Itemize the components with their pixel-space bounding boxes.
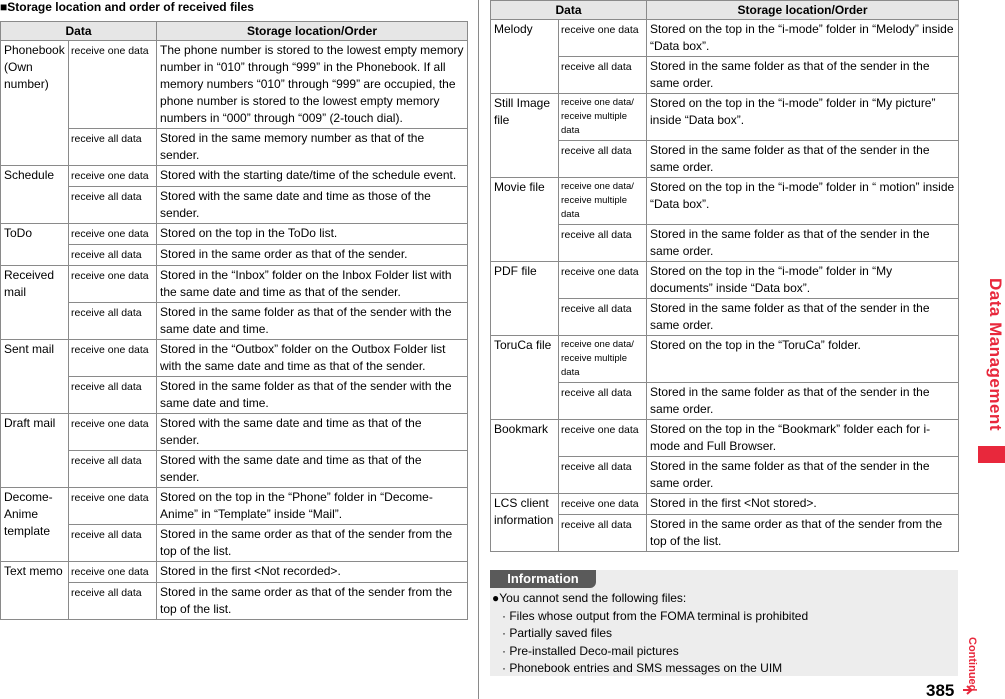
storage-location-cell: Stored with the same date and time as that of the sender.: [157, 414, 468, 451]
storage-location-cell: Stored with the same date and time as that of the sender.: [157, 451, 468, 488]
data-type-cell: Text memo: [1, 562, 69, 620]
continued-label: Continued: [966, 637, 978, 692]
table-row: [491, 336, 959, 383]
storage-location-cell: Stored on the top in the “Bookmark” folder each for i-mode and Full Browser.: [647, 420, 959, 457]
information-body: [492, 590, 808, 678]
data-type-cell: ToDo: [1, 224, 69, 266]
receive-method-cell: receive one data: [559, 20, 647, 57]
storage-location-cell: Stored with the starting date/time of the schedule event.: [157, 166, 468, 187]
header-data: Data: [1, 22, 157, 41]
data-type-cell: ToruCa file: [491, 336, 559, 420]
storage-table-right: [490, 0, 959, 552]
table-row: [1, 340, 468, 377]
table-row: [1, 245, 468, 266]
receive-method-cell: receive one data: [69, 340, 157, 377]
information-box: [490, 570, 958, 676]
data-type-cell: Melody: [491, 20, 559, 94]
storage-location-cell: Stored in the same memory number as that of the sender.: [157, 129, 468, 166]
receive-method-cell: receive all data: [69, 451, 157, 488]
table-row: [491, 515, 959, 552]
table-row: [1, 451, 468, 488]
table-row: [1, 303, 468, 340]
receive-method-cell: receive one data/ receive multiple data: [559, 178, 647, 225]
table-row: [1, 488, 468, 525]
table-row: [491, 262, 959, 299]
storage-location-cell: Stored in the first <Not recorded>.: [157, 562, 468, 583]
data-type-cell: Schedule: [1, 166, 69, 224]
data-type-cell: Still Image file: [491, 94, 559, 178]
chapter-tab-label: Data Management: [986, 278, 1005, 431]
storage-location-cell: Stored in the “Inbox” folder on the Inbox Folder list with the same date and time as that of the sender.: [157, 266, 468, 303]
table-row: [1, 414, 468, 451]
storage-location-cell: Stored in the same folder as that of the sender in the same order.: [647, 225, 959, 262]
receive-method-cell: receive all data: [559, 141, 647, 178]
table-row: [1, 525, 468, 562]
receive-method-cell: receive one data: [559, 494, 647, 515]
data-type-cell: Draft mail: [1, 414, 69, 488]
table-row: [491, 94, 959, 141]
storage-location-cell: Stored on the top in the “i-mode” folder in “ motion” inside “Data box”.: [647, 178, 959, 225]
continued-arrow-icon: [962, 684, 974, 696]
receive-method-cell: receive all data: [69, 245, 157, 266]
storage-location-cell: Stored on the top in the “i-mode” folder in “Melody” inside “Data box”.: [647, 20, 959, 57]
receive-method-cell: receive one data: [69, 488, 157, 525]
receive-method-cell: receive all data: [69, 187, 157, 224]
table-row: [1, 129, 468, 166]
storage-location-cell: Stored on the top in the ToDo list.: [157, 224, 468, 245]
storage-location-cell: Stored in the same folder as that of the sender with the same date and time.: [157, 377, 468, 414]
receive-method-cell: receive one data: [69, 414, 157, 451]
storage-location-cell: Stored in the same order as that of the sender from the top of the list.: [647, 515, 959, 552]
table-row: [491, 225, 959, 262]
data-type-cell: LCS client information: [491, 494, 559, 552]
receive-method-cell: receive all data: [69, 525, 157, 562]
table-row: [491, 299, 959, 336]
data-type-cell: Phonebook (Own number): [1, 41, 69, 166]
table-row: [491, 494, 959, 515]
storage-location-cell: Stored in the same order as that of the sender.: [157, 245, 468, 266]
data-type-cell: PDF file: [491, 262, 559, 336]
receive-method-cell: receive all data: [559, 299, 647, 336]
receive-method-cell: receive all data: [559, 515, 647, 552]
information-intro: ●You cannot send the following files:: [492, 591, 687, 605]
section-heading: ■Storage location and order of received files: [0, 0, 254, 14]
storage-location-cell: Stored on the top in the “i-mode” folder in “My documents” inside “Data box”.: [647, 262, 959, 299]
storage-location-cell: Stored on the top in the “ToruCa” folder.: [647, 336, 959, 383]
information-label: Information: [490, 570, 596, 588]
storage-location-cell: The phone number is stored to the lowest empty memory number in “010” through “999” in the Phonebook. If all memory numbers “010” through “999” are occupied, the phone number is stored to the lowest empty memory numbers in “000” through “009” (2-touch dial).: [157, 41, 468, 129]
storage-table-left: [0, 21, 468, 620]
storage-location-cell: Stored on the top in the “Phone” folder in “Decome-Anime” in “Template” inside “Mail”.: [157, 488, 468, 525]
information-item: · Partially saved files: [502, 626, 613, 640]
receive-method-cell: receive all data: [69, 377, 157, 414]
receive-method-cell: receive one data/ receive multiple data: [559, 94, 647, 141]
receive-method-cell: receive one data: [69, 562, 157, 583]
chapter-tab-marker: [978, 446, 1005, 463]
information-item: · Files whose output from the FOMA terminal is prohibited: [502, 608, 809, 623]
table-row: [491, 383, 959, 420]
information-item: · Pre-installed Deco-mail pictures: [502, 643, 679, 658]
storage-location-cell: Stored in the same folder as that of the sender in the same order.: [647, 383, 959, 420]
storage-location-cell: Stored in the same folder as that of the sender in the same order.: [647, 141, 959, 178]
table-header-row: [1, 22, 468, 41]
table-row: [1, 41, 468, 129]
storage-location-cell: Stored in the same folder as that of the sender in the same order.: [647, 57, 959, 94]
table-row: [1, 166, 468, 187]
header-storage-location: Storage location/Order: [157, 22, 468, 41]
receive-method-cell: receive all data: [69, 129, 157, 166]
receive-method-cell: receive one data/ receive multiple data: [559, 336, 647, 383]
receive-method-cell: receive one data: [69, 266, 157, 303]
table-row: [491, 420, 959, 457]
chapter-tab: [971, 278, 1005, 450]
storage-location-cell: Stored on the top in the “i-mode” folder in “My picture” inside “Data box”.: [647, 94, 959, 141]
data-type-cell: Decome-Anime template: [1, 488, 69, 562]
table-row: [1, 562, 468, 583]
data-type-cell: Sent mail: [1, 340, 69, 414]
receive-method-cell: receive one data: [559, 420, 647, 457]
data-type-cell: Movie file: [491, 178, 559, 262]
receive-method-cell: receive all data: [559, 383, 647, 420]
storage-location-cell: Stored with the same date and time as those of the sender.: [157, 187, 468, 224]
table-row: [1, 266, 468, 303]
receive-method-cell: receive all data: [559, 57, 647, 94]
column-divider: [478, 0, 479, 699]
data-type-cell: Bookmark: [491, 420, 559, 494]
receive-method-cell: receive all data: [69, 583, 157, 620]
storage-location-cell: Stored in the same folder as that of the sender in the same order.: [647, 457, 959, 494]
receive-method-cell: receive one data: [559, 262, 647, 299]
table-row: [491, 141, 959, 178]
storage-location-cell: Stored in the same order as that of the sender from the top of the list.: [157, 525, 468, 562]
information-item: · Phonebook entries and SMS messages on the UIM: [502, 661, 783, 675]
storage-location-cell: Stored in the same folder as that of the sender in the same order.: [647, 299, 959, 336]
receive-method-cell: receive one data: [69, 224, 157, 245]
header-data: Data: [491, 1, 647, 20]
header-storage-location: Storage location/Order: [647, 1, 959, 20]
table-row: [491, 20, 959, 57]
table-row: [1, 583, 468, 620]
table-row: [1, 377, 468, 414]
receive-method-cell: receive all data: [69, 303, 157, 340]
data-type-cell: Received mail: [1, 266, 69, 340]
receive-method-cell: receive all data: [559, 225, 647, 262]
storage-location-cell: Stored in the first <Not stored>.: [647, 494, 959, 515]
table-row: [491, 178, 959, 225]
receive-method-cell: receive one data: [69, 41, 157, 129]
table-header-row: [491, 1, 959, 20]
table-row: [1, 224, 468, 245]
table-row: [491, 57, 959, 94]
receive-method-cell: receive all data: [559, 457, 647, 494]
table-row: [491, 457, 959, 494]
receive-method-cell: receive one data: [69, 166, 157, 187]
table-row: [1, 187, 468, 224]
page-number: 385: [926, 681, 955, 699]
storage-location-cell: Stored in the “Outbox” folder on the Outbox Folder list with the same date and time as that of the sender.: [157, 340, 468, 377]
storage-location-cell: Stored in the same folder as that of the sender with the same date and time.: [157, 303, 468, 340]
storage-location-cell: Stored in the same order as that of the sender from the top of the list.: [157, 583, 468, 620]
